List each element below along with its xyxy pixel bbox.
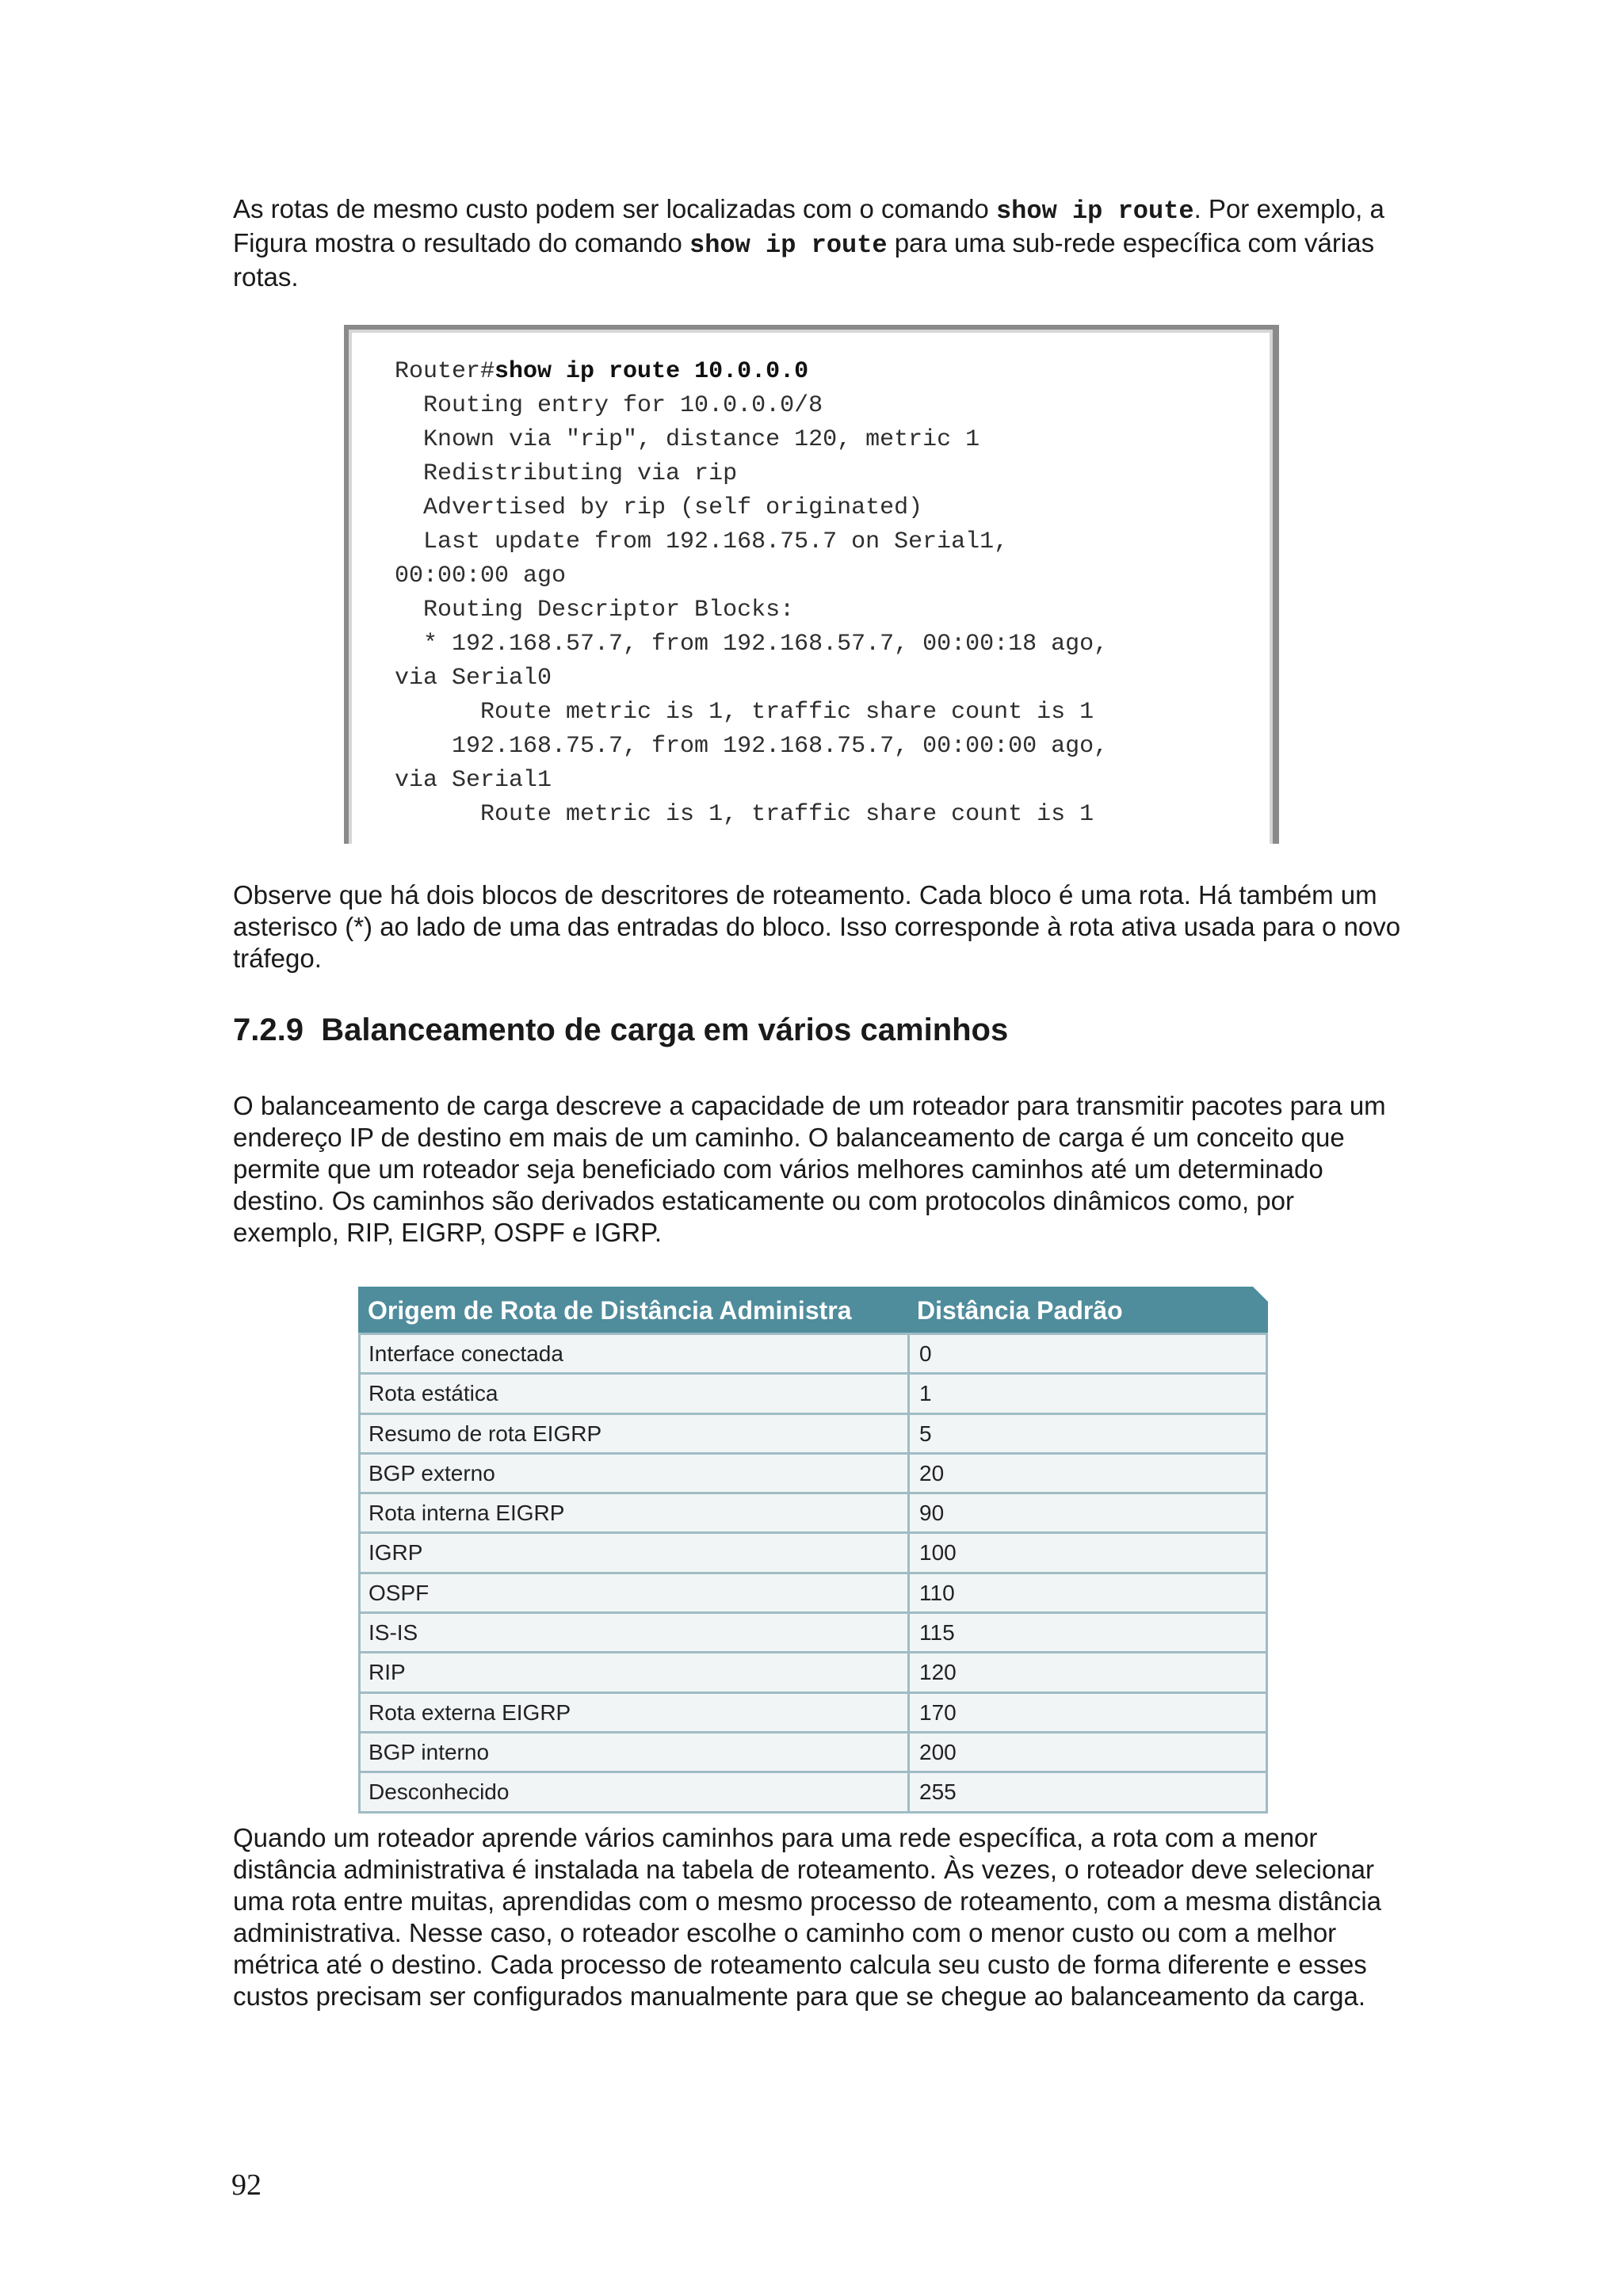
column-divider (907, 1335, 910, 1372)
header-route-source: Origem de Rota de Distância Administra (368, 1296, 852, 1325)
default-distance-cell: 90 (919, 1501, 945, 1526)
header-corner-notch (1253, 1287, 1269, 1302)
balance-paragraph: O balanceamento de carga descreve a capacidade de um roteador para transmitir pacotes para um endereço IP de destino em mais de um caminho. O balanceamento de carga é um conceito que permite que um roteador seja beneficiado com vários melhores caminhos até um determinado destino. Os caminhos são derivados estaticamente ou com protocolos dinâmicos como, por exemplo, RIP, EIGRP, OSPF e IGRP. (233, 1091, 1386, 1247)
table-row (361, 1771, 1266, 1810)
table-row (361, 1333, 1266, 1372)
header-default-distance: Distância Padrão (917, 1296, 1123, 1325)
administrative-distance-table (358, 1287, 1268, 1814)
route-source-cell: IS-IS (369, 1620, 418, 1646)
route-source-cell: Resumo de rota EIGRP (369, 1421, 602, 1446)
table-row (361, 1492, 1266, 1531)
column-divider (907, 1534, 910, 1571)
table-row (361, 1651, 1266, 1691)
intro-paragraph (233, 193, 1406, 293)
table-row (361, 1731, 1266, 1771)
terminal-line: Known via "rip", distance 120, metric 1 (395, 426, 980, 453)
terminal-command-line (395, 355, 808, 389)
column-divider (907, 1455, 910, 1492)
route-source-cell: IGRP (369, 1540, 423, 1566)
default-distance-cell: 1 (919, 1381, 932, 1406)
terminal-line: Route metric is 1, traffic share count is 1 (395, 801, 1094, 828)
default-distance-cell: 120 (919, 1660, 957, 1685)
default-distance-cell: 20 (919, 1460, 945, 1486)
section-title: Balanceamento de carga em vários caminhos (321, 1013, 1009, 1047)
table-row (361, 1372, 1266, 1412)
table-header (358, 1287, 1268, 1333)
default-distance-cell: 100 (919, 1540, 957, 1566)
terminal-line: Route metric is 1, traffic share count is 1 (395, 699, 1094, 726)
column-divider (907, 1653, 910, 1691)
intro-text-2: . Por exemplo, a Figura mostra o resultado do comando (233, 194, 1384, 257)
default-distance-cell: 170 (919, 1699, 957, 1725)
column-divider (907, 1375, 910, 1412)
default-distance-cell: 110 (919, 1580, 955, 1605)
route-source-cell: RIP (369, 1660, 406, 1685)
terminal-prompt: Router# (395, 358, 495, 385)
column-divider (907, 1614, 910, 1651)
column-divider (907, 1415, 910, 1452)
default-distance-cell: 200 (919, 1739, 957, 1764)
route-source-cell: OSPF (369, 1580, 430, 1605)
default-distance-cell: 115 (919, 1620, 955, 1646)
terminal-line: * 192.168.57.7, from 192.168.57.7, 00:00:18 ago, (395, 631, 1109, 658)
section-number: 7.2.9 (233, 1013, 304, 1047)
column-divider (907, 1494, 910, 1531)
terminal-line: 192.168.75.7, from 192.168.75.7, 00:00:00 ago, (395, 733, 1109, 760)
route-source-cell: BGP interno (369, 1739, 490, 1764)
terminal-line: via Serial1 (395, 767, 552, 794)
intro-text-1: As rotas de mesmo custo podem ser localizadas com o comando (233, 194, 996, 223)
intro-text-3: para uma sub-rede específica com várias rotas. (233, 228, 1375, 292)
default-distance-cell: 255 (919, 1779, 957, 1805)
terminal-line: 00:00:00 ago (395, 563, 567, 589)
column-divider (907, 1773, 910, 1810)
terminal-line: Last update from 192.168.75.7 on Serial1, (395, 528, 1009, 555)
table-row (361, 1413, 1266, 1452)
route-source-cell: Rota estática (369, 1381, 498, 1406)
default-distance-cell: 0 (919, 1341, 932, 1366)
column-divider (907, 1574, 910, 1611)
route-source-cell: Interface conectada (369, 1341, 563, 1366)
terminal-command: show ip route 10.0.0.0 (495, 358, 809, 385)
terminal-line: Routing entry for 10.0.0.0/8 (395, 392, 823, 419)
inline-command-2: show ip route (689, 231, 888, 260)
observe-paragraph: Observe que há dois blocos de descritores de roteamento. Cada bloco é uma rota. Há também um asterisco (*) ao lado de uma das entradas do bloco. Isso corresponde à rota ativa usada para o novo tráfego. (233, 880, 1401, 973)
default-distance-cell: 5 (919, 1421, 932, 1446)
terminal-line: Routing Descriptor Blocks: (395, 597, 795, 624)
table-row (361, 1572, 1266, 1611)
route-source-cell: Desconhecido (369, 1779, 510, 1805)
table-row (361, 1452, 1266, 1492)
route-source-cell: Rota externa EIGRP (369, 1699, 571, 1725)
table-row (361, 1611, 1266, 1651)
inline-command-1: show ip route (995, 196, 1194, 226)
section-heading (233, 1013, 1008, 1048)
table-body (358, 1333, 1268, 1814)
page-number: 92 (231, 2168, 262, 2202)
table-row (361, 1531, 1266, 1571)
terminal-line: via Serial0 (395, 665, 552, 692)
column-divider (907, 1694, 910, 1731)
terminal-line: Advertised by rip (self originated) (395, 494, 923, 521)
terminal-output-figure (344, 325, 1279, 844)
route-source-cell: Rota interna EIGRP (369, 1501, 565, 1526)
column-divider (907, 1733, 910, 1771)
route-source-cell: BGP externo (369, 1460, 495, 1486)
table-row (361, 1691, 1266, 1731)
terminal-line: Redistributing via rip (395, 460, 738, 487)
closing-paragraph: Quando um roteador aprende vários caminhos para uma rede específica, a rota com a menor distância administrativa é instalada na tabela de roteamento. Às vezes, o roteador deve selecionar uma rota entre muitas, aprendidas com o mesmo processo de roteamento, com a mesma distância administrativa. Nesse caso, o roteador escolhe o caminho com o menor custo ou com a melhor métrica até o destino. Cada processo de roteamento calcula seu custo de forma diferente e esses custos precisam ser configurados manualmente para que se chegue ao balanceamento da carga. (233, 1823, 1382, 2011)
